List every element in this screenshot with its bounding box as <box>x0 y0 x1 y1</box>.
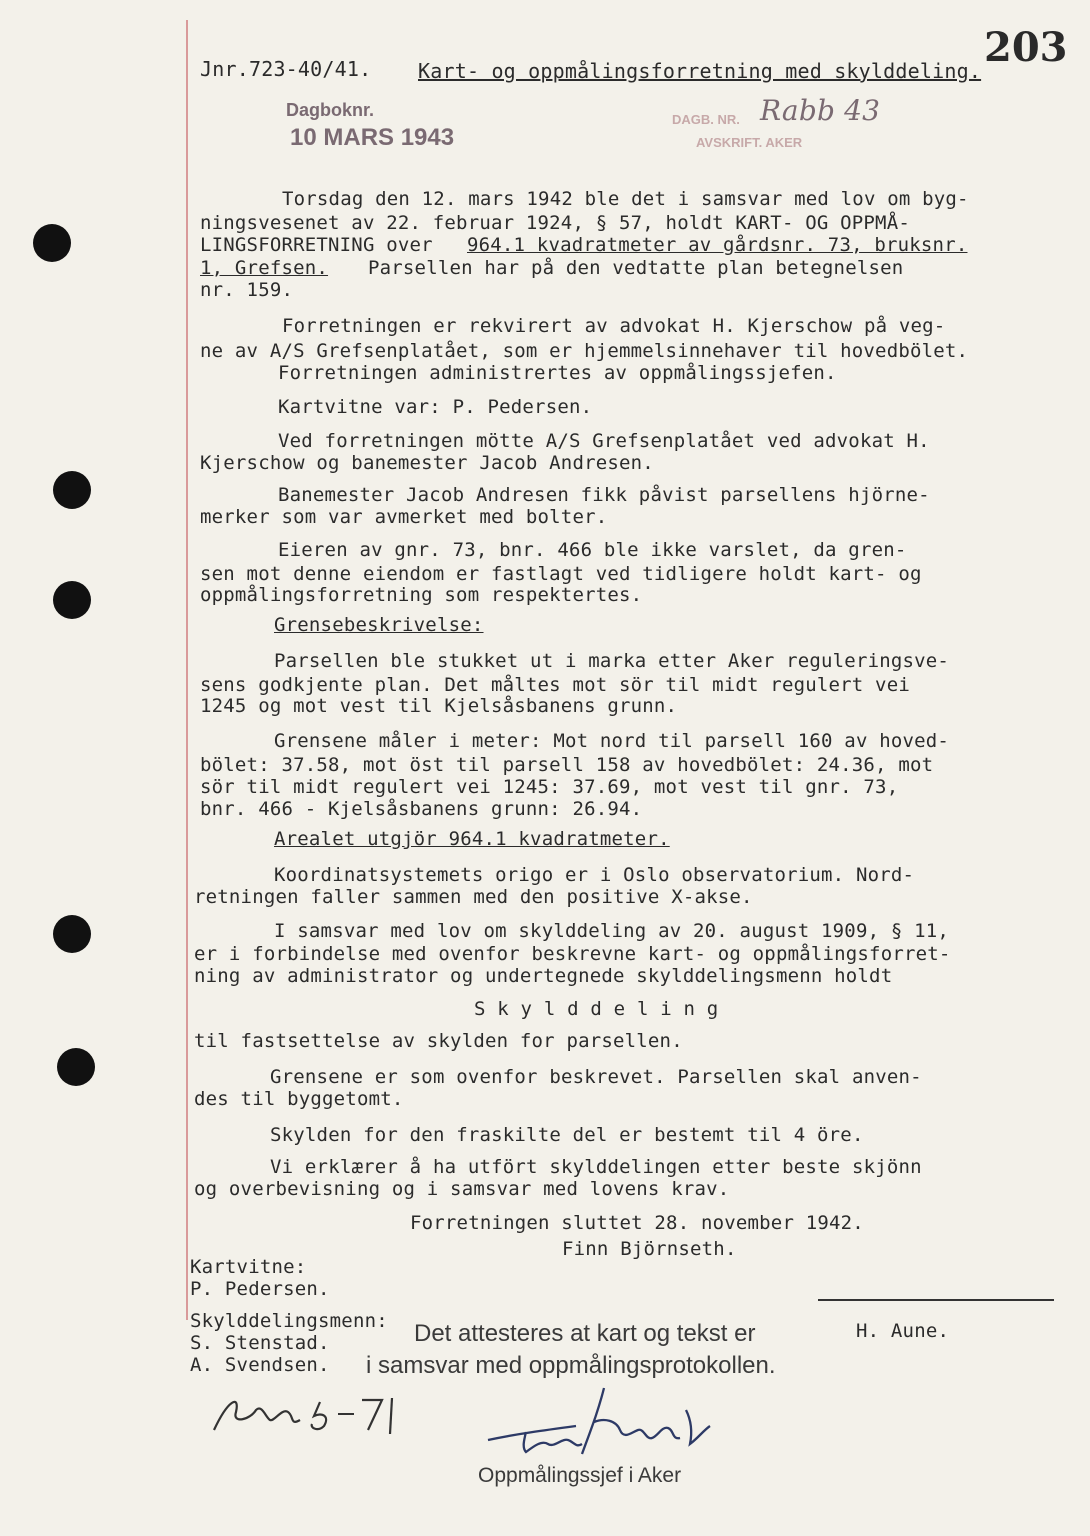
section-heading: Grensebeskrivelse: <box>274 614 484 636</box>
dagb-nr-stamp: DAGB. NR. <box>672 112 740 127</box>
text-line: Kjerschow og banemester Jacob Andresen. <box>200 452 654 474</box>
text-line: nr. 159. <box>200 279 294 301</box>
skylddelingsmann-name: S. Stenstad. <box>190 1332 330 1354</box>
text-line: des til byggetomt. <box>194 1088 404 1110</box>
text-line: Grensene er som ovenfor beskrevet. Parsellen skal anven- <box>270 1066 922 1088</box>
text-line: LINGSFORRETNING over <box>200 234 433 256</box>
punch-hole <box>57 1048 95 1086</box>
administrator-name: Finn Björnseth. <box>562 1238 737 1260</box>
text-line: retningen faller sammen med den positive X-akse. <box>194 886 753 908</box>
dagb-nr-handwritten: Rabb 43 <box>760 94 881 127</box>
certification-line-1: Det attesteres at kart og tekst er <box>414 1320 756 1347</box>
text-line: Koordinatsystemets origo er i Oslo observatorium. Nord- <box>274 864 915 886</box>
punch-hole <box>53 581 91 619</box>
text-line: til fastsettelse av skylden for parsellen. <box>194 1030 683 1052</box>
text-line: Parsellen har på den vedtatte plan betegnelsen <box>368 257 904 279</box>
handwritten-note <box>210 1390 420 1440</box>
text-line: ning av administrator og undertegnede skylddelingsmenn holdt <box>194 965 893 987</box>
text-line: Parsellen ble stukket ut i marka etter Aker reguleringsve- <box>274 650 950 672</box>
skylddelingsmenn-label: Skylddelingsmenn: <box>190 1310 388 1332</box>
text-line: ne av A/S Grefsenplatået, som er hjemmelsinnehaver til hovedbölet. <box>200 340 969 362</box>
witness-label: Kartvitne: <box>190 1256 307 1278</box>
text-line: Forretningen sluttet 28. november 1942. <box>410 1212 864 1234</box>
signature <box>486 1382 716 1462</box>
witness-name: P. Pedersen. <box>190 1278 330 1300</box>
skylddeling-heading: S k y l d d e l i n g <box>474 998 719 1020</box>
signature-rule <box>818 1299 1054 1301</box>
dagbok-stamp-date: 10 MARS 1943 <box>290 124 455 151</box>
punch-hole <box>53 915 91 953</box>
text-line: Vi erklærer å ha utfört skylddelingen etter beste skjönn <box>270 1156 922 1178</box>
text-line: Kartvitne var: P. Pedersen. <box>278 396 593 418</box>
document-title: Kart- og oppmålingsforretning med skylddeling. <box>418 59 982 83</box>
text-line: merker som var avmerket med bolter. <box>200 506 608 528</box>
text-line: Eieren av gnr. 73, bnr. 466 ble ikke varslet, da gren- <box>278 539 907 561</box>
text-line: I samsvar med lov om skylddeling av 20. august 1909, § 11, <box>274 920 950 942</box>
text-line: Forretningen er rekvirert av advokat H. Kjerschow på veg- <box>282 315 946 337</box>
text-line: Skylden for den fraskilte del er bestemt til 4 öre. <box>270 1124 864 1146</box>
text-line: sen mot denne eiendom er fastlagt ved tidligere holdt kart- og <box>200 563 922 585</box>
punch-hole <box>33 224 71 262</box>
certification-line-2: i samsvar med oppmålingsprotokollen. <box>366 1352 776 1379</box>
punch-hole <box>53 471 91 509</box>
dagbok-stamp-label: Dagboknr. <box>286 100 375 120</box>
text-line: 964.1 kvadratmeter av gårdsnr. 73, bruksnr. <box>467 234 968 256</box>
signer-title: Oppmålingssjef i Aker <box>478 1464 682 1487</box>
text-line: Torsdag den 12. mars 1942 ble det i samsvar med lov om byg- <box>282 188 969 210</box>
text-line: 1, Grefsen. <box>200 257 329 279</box>
page-number: 203 <box>984 24 1068 71</box>
skylddelingsmann-name: A. Svendsen. <box>190 1354 330 1376</box>
text-line: oppmålingsforretning som respektertes. <box>200 584 643 606</box>
text-line: bölet: 37.58, mot öst til parsell 158 av hovedbölet: 24.36, mot <box>200 754 934 776</box>
journal-number: Jnr.723-40/41. <box>200 57 372 81</box>
margin-rule <box>186 20 188 1320</box>
text-line: Forretningen administrertes av oppmålingssjefen. <box>278 362 837 384</box>
avskrift-stamp: AVSKRIFT. AKER <box>696 135 803 150</box>
text-line: Banemester Jacob Andresen fikk påvist parsellens hjörne- <box>278 484 930 506</box>
text-line: sör til midt regulert vei 1245: 37.69, mot vest til gnr. 73, <box>200 776 899 798</box>
text-line: ningsvesenet av 22. februar 1924, § 57, holdt KART- OG OPPMÅ- <box>200 212 910 234</box>
text-line: bnr. 466 - Kjelsåsbanens grunn: 26.94. <box>200 798 643 820</box>
text-line: er i forbindelse med ovenfor beskrevne kart- og oppmålingsforret- <box>194 943 951 965</box>
text-line: 1245 og mot vest til Kjelsåsbanens grunn. <box>200 695 678 717</box>
text-line: sens godkjente plan. Det måltes mot sör til midt regulert vei <box>200 674 910 696</box>
text-line: Ved forretningen mötte A/S Grefsenplatået ved advokat H. <box>278 430 930 452</box>
text-line: Grensene måler i meter: Mot nord til parsell 160 av hoved- <box>274 730 950 752</box>
text-line: og overbevisning og i samsvar med lovens krav. <box>194 1178 730 1200</box>
signer-name: H. Aune. <box>856 1320 950 1342</box>
area-statement: Arealet utgjör 964.1 kvadratmeter. <box>274 828 670 850</box>
